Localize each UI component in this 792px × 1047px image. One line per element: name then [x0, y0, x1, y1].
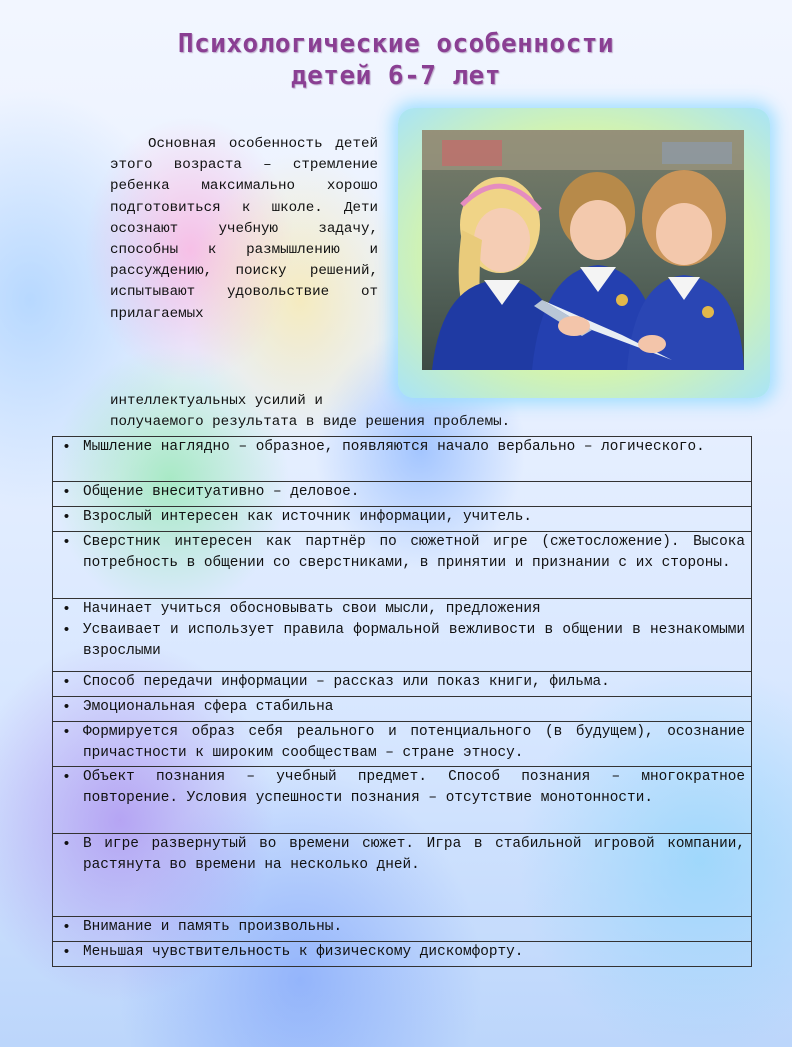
table-cell [53, 437, 752, 482]
list-item: • Внимание и память произвольны. [83, 917, 745, 938]
bullet-list [58, 834, 745, 876]
table-row [53, 834, 752, 917]
title-line-2: детей 6-7 лет [291, 61, 501, 91]
table-row [53, 672, 752, 697]
list-item: • Общение внеситуативно – деловое. [83, 482, 745, 503]
list-item: • Эмоциональная сфера стабильна [83, 697, 745, 718]
bullet-list [58, 672, 745, 693]
photo-illustration [422, 130, 744, 370]
bullet-list [58, 482, 745, 503]
table-cell [53, 599, 752, 672]
bullet-list [58, 722, 745, 764]
list-item: • В игре развернутый во времени сюжет. Игра в стабильной игровой компании, растянута во времени на несколько дней. [83, 834, 745, 876]
table-row [53, 437, 752, 482]
intro-tail-line-2: получаемого результата в виде решения проблемы. [110, 414, 511, 431]
table-row [53, 507, 752, 532]
bullet-list [58, 697, 745, 718]
bullet-list [58, 917, 745, 938]
table-row [53, 917, 752, 942]
table-cell [53, 917, 752, 942]
list-item: • Взрослый интересен как источник информации, учитель. [83, 507, 745, 528]
list-item: • Объект познания – учебный предмет. Способ познания – многократное повторение. Условия успешности познания – отсутствие монотонности. [83, 767, 745, 809]
table-cell [53, 942, 752, 967]
table-row [53, 722, 752, 767]
table-cell [53, 767, 752, 834]
photo-frame [398, 108, 770, 398]
table-cell [53, 672, 752, 697]
bullet-list [58, 532, 745, 574]
list-item: • Начинает учиться обосновывать свои мысли, предложения [83, 599, 745, 620]
bullet-list [58, 599, 745, 662]
children-reading-photo [422, 130, 744, 370]
table-row [53, 942, 752, 967]
table-cell [53, 722, 752, 767]
table-row [53, 482, 752, 507]
table-cell [53, 532, 752, 599]
list-item: • Способ передачи информации – рассказ или показ книги, фильма. [83, 672, 745, 693]
table-cell [53, 507, 752, 532]
bullet-list [58, 507, 745, 528]
list-item: • Усваивает и использует правила формальной вежливости в общении в незнакомыми взрослыми [83, 620, 745, 662]
list-item: • Меньшая чувствительность к физическому дискомфорту. [83, 942, 745, 963]
bullet-list [58, 437, 745, 458]
table-cell [53, 697, 752, 722]
bullet-list [58, 942, 745, 963]
list-item: • Мышление наглядно – образное, появляются начало вербально – логического. [83, 437, 745, 458]
list-item: • Формируется образ себя реального и потенциального (в будущем), осознание причастности к широким сообществам – стране этносу. [83, 722, 745, 764]
table-row [53, 532, 752, 599]
table-cell [53, 482, 752, 507]
bullet-list [58, 767, 745, 809]
intro-tail-line-1: интеллектуальных усилий и [110, 393, 323, 409]
table-cell [53, 834, 752, 917]
page-title [0, 28, 792, 92]
list-item: • Сверстник интересен как партнёр по сюжетной игре (сжетосложение). Высока потребность в общении со сверстниками, в принятии и признании с их стороны. [83, 532, 745, 574]
title-line-1: Психологические особенности [177, 29, 615, 59]
table-row [53, 697, 752, 722]
table-row [53, 599, 752, 672]
intro-text: Основная особенность детей этого возраста – стремление ребенка максимально хорошо подготовиться к школе. Дети осознают учебную задачу, способны к размышлению и рассуждению, поиску решений, испытывают удовольствие от прилагаемых [110, 136, 378, 322]
features-table [52, 436, 752, 967]
table-row [53, 767, 752, 834]
intro-paragraph [110, 134, 378, 325]
